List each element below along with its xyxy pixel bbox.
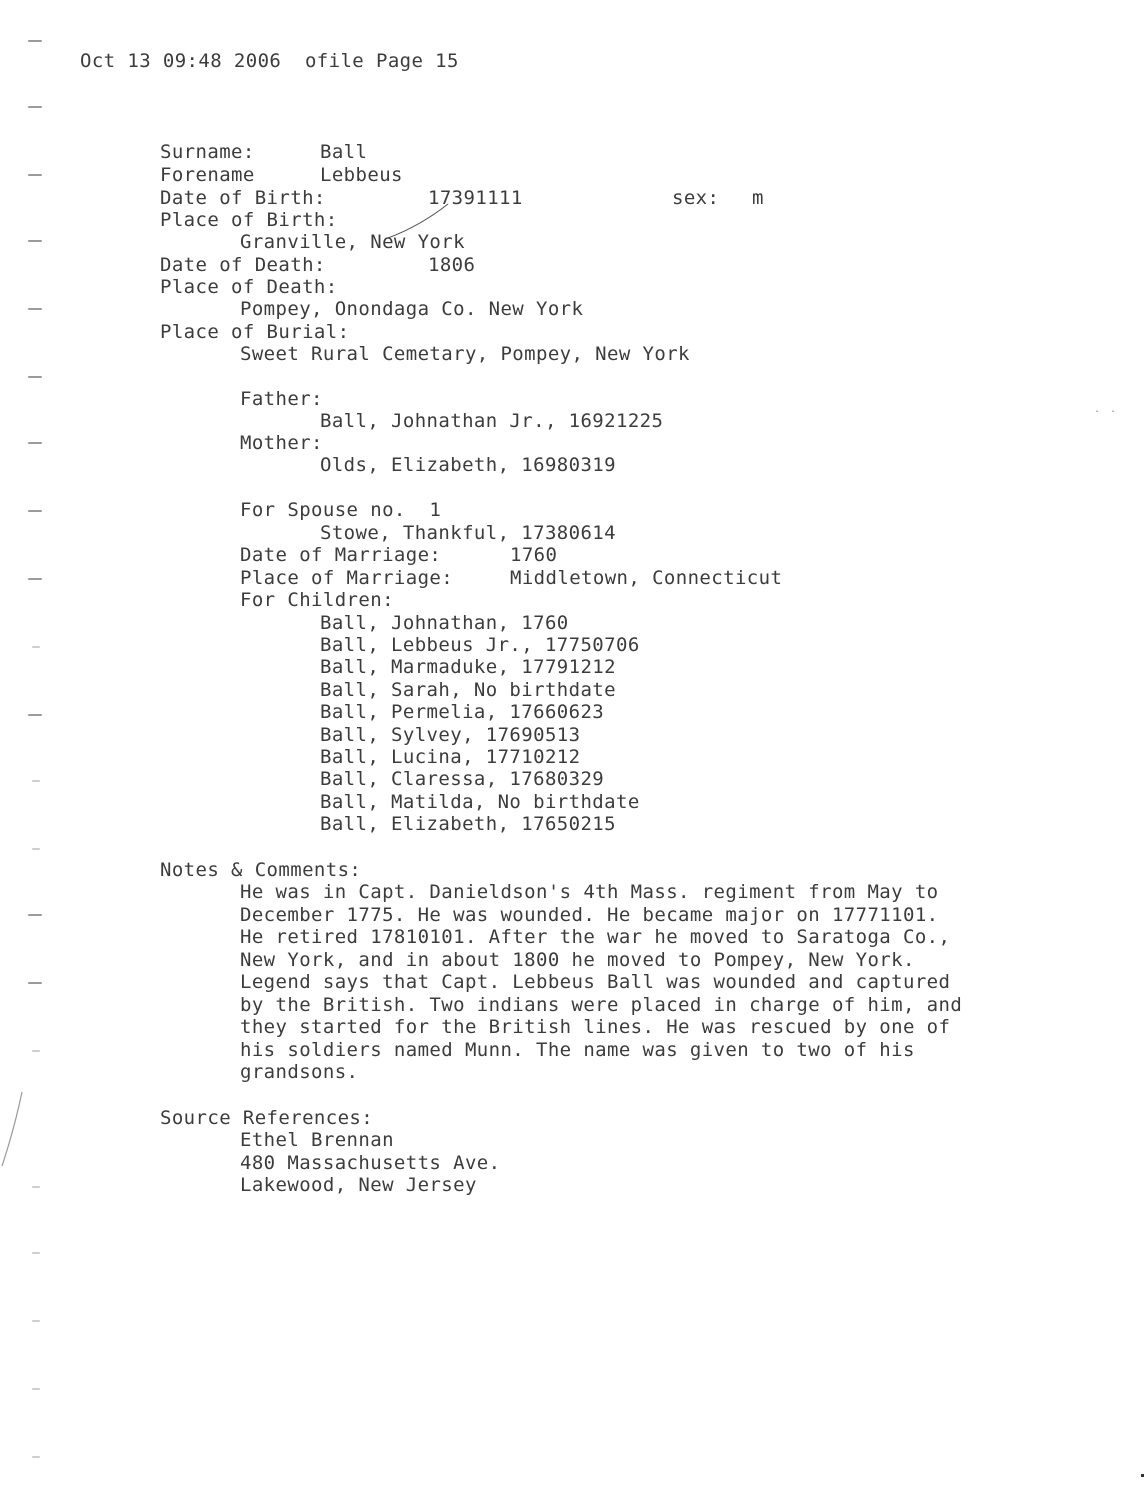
father-label: Father: [240, 388, 323, 410]
scan-edge-mark [0, 1090, 30, 1170]
pob-value: Granville, New York [240, 231, 465, 253]
mother-value: Olds, Elizabeth, 16980319 [320, 454, 616, 476]
margin-tick [28, 308, 42, 310]
child-item: Ball, Marmaduke, 17791212 [320, 656, 616, 678]
margin-tick [32, 1456, 40, 1458]
notes-line: his soldiers named Munn. The name was given to two of his [240, 1039, 915, 1061]
scan-speck [1141, 1474, 1144, 1477]
spouse-name: Stowe, Thankful, 17380614 [320, 522, 616, 544]
pod-label: Place of Death: [160, 276, 338, 298]
print-header: Oct 13 09:48 2006 ofile Page 15 [80, 50, 459, 72]
margin-tick [28, 106, 42, 108]
margin-tick [28, 240, 42, 242]
child-item: Ball, Lebbeus Jr., 17750706 [320, 634, 640, 656]
scan-speck: . . [1093, 404, 1118, 415]
notes-line: December 1775. He was wounded. He became major on 17771101. [240, 904, 939, 926]
pod-value: Pompey, Onondaga Co. New York [240, 298, 584, 320]
spouse-label: For Spouse no. 1 [240, 499, 442, 521]
margin-tick [32, 1050, 40, 1052]
margin-tick [28, 714, 42, 716]
notes-line: He was in Capt. Danieldson's 4th Mass. regiment from May to [240, 881, 939, 903]
source-line: 480 Massachusetts Ave. [240, 1152, 501, 1174]
child-item: Ball, Permelia, 17660623 [320, 701, 605, 723]
margin-tick [32, 646, 40, 648]
notes-line: they started for the British lines. He was rescued by one of [240, 1016, 951, 1038]
marriage-date-value: 1760 [510, 544, 558, 566]
marriage-date-label: Date of Marriage: [240, 544, 442, 566]
notes-line: by the British. Two indians were placed in charge of him, and [240, 994, 963, 1016]
dod-value: 1806 [428, 254, 476, 276]
mother-label: Mother: [240, 432, 323, 454]
marriage-place-label: Place of Marriage: [240, 567, 454, 589]
child-item: Ball, Claressa, 17680329 [320, 768, 605, 790]
forename-label: Forename [160, 164, 255, 186]
margin-tick [28, 510, 42, 512]
margin-tick [32, 1388, 40, 1390]
forename-value: Lebbeus [320, 164, 403, 186]
margin-tick [28, 174, 42, 176]
dob-label: Date of Birth: [160, 187, 326, 209]
child-item: Ball, Sylvey, 17690513 [320, 724, 581, 746]
source-line: Ethel Brennan [240, 1129, 394, 1151]
child-item: Ball, Matilda, No birthdate [320, 791, 640, 813]
margin-tick [28, 914, 42, 916]
sources-label: Source References: [160, 1107, 374, 1129]
child-item: Ball, Elizabeth, 17650215 [320, 813, 616, 835]
children-label: For Children: [240, 589, 394, 611]
marriage-place-value: Middletown, Connecticut [510, 567, 783, 589]
margin-tick [28, 40, 42, 42]
child-item: Ball, Lucina, 17710212 [320, 746, 581, 768]
notes-line: New York, and in about 1800 he moved to Pompey, New York. [240, 949, 915, 971]
margin-tick [28, 578, 42, 580]
father-value: Ball, Johnathan Jr., 16921225 [320, 410, 664, 432]
surname-label: Surname: [160, 141, 255, 163]
pob-label: Place of Birth: [160, 209, 338, 231]
child-item: Ball, Johnathan, 1760 [320, 612, 569, 634]
burial-label: Place of Burial: [160, 321, 350, 343]
surname-value: Ball [320, 141, 368, 163]
margin-tick [32, 1320, 40, 1322]
child-item: Ball, Sarah, No birthdate [320, 679, 616, 701]
notes-label: Notes & Comments: [160, 859, 362, 881]
margin-tick [32, 780, 40, 782]
source-line: Lakewood, New Jersey [240, 1174, 477, 1196]
margin-tick [32, 1186, 40, 1188]
margin-tick [32, 1252, 40, 1254]
margin-tick [28, 982, 42, 984]
margin-tick [28, 442, 42, 444]
margin-tick [32, 848, 40, 850]
dod-label: Date of Death: [160, 254, 326, 276]
burial-value: Sweet Rural Cemetary, Pompey, New York [240, 343, 690, 365]
notes-line: Legend says that Capt. Lebbeus Ball was wounded and captured [240, 971, 951, 993]
notes-line: grandsons. [240, 1061, 359, 1083]
margin-tick [28, 376, 42, 378]
sex-value: m [752, 187, 764, 209]
sex-label: sex: [672, 187, 720, 209]
notes-line: He retired 17810101. After the war he moved to Saratoga Co., [240, 926, 951, 948]
dob-value: 17391111 [428, 187, 523, 209]
